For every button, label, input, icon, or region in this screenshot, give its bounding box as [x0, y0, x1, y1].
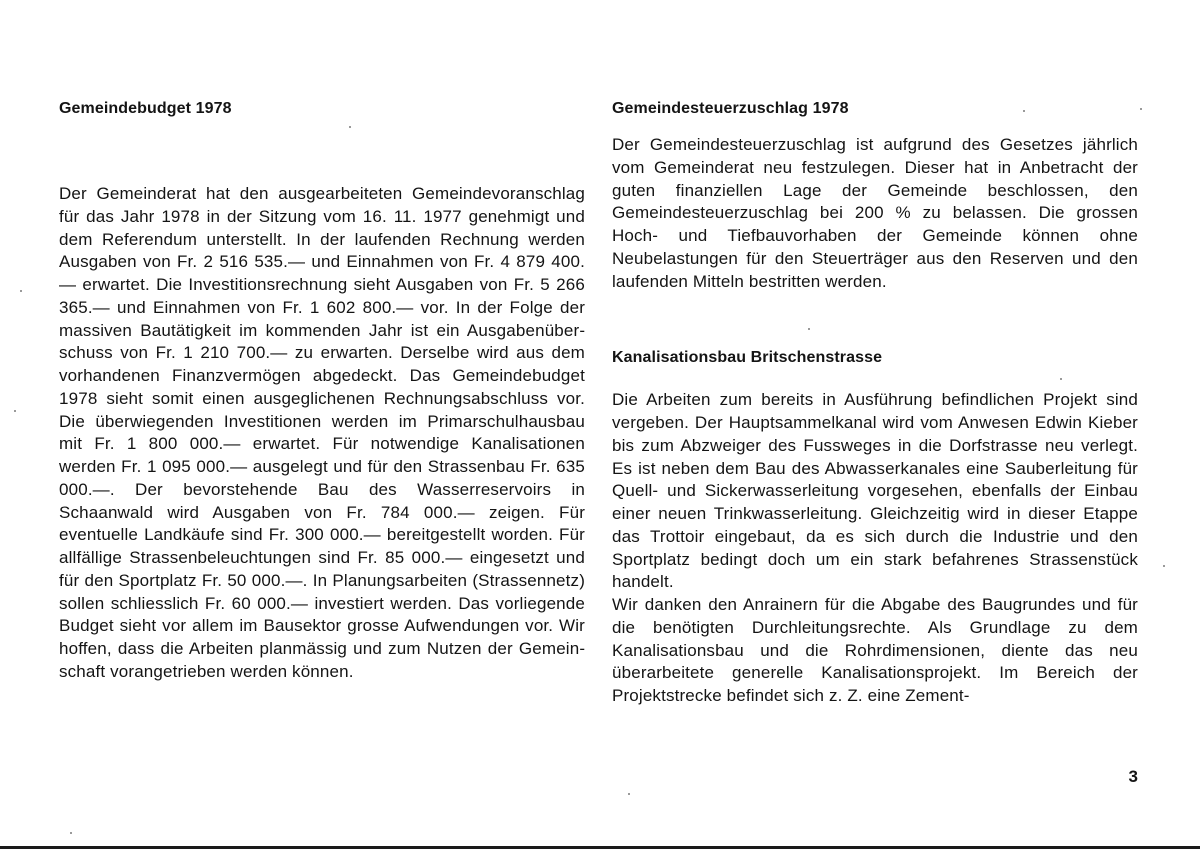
scan-speck	[20, 290, 22, 292]
heading-kanalisationsbau: Kanalisationsbau Britschenstrasse	[612, 349, 883, 367]
scan-speck	[628, 793, 630, 795]
bottom-edge-rule	[0, 846, 1200, 849]
heading-gemeindebudget: Gemeindebudget 1978	[59, 100, 232, 117]
page-number: 3	[1128, 767, 1138, 786]
left-column	[59, 98, 585, 684]
heading-gemeindesteuerzuschlag: Gemeindesteuerzuschlag 1978	[612, 100, 849, 117]
scan-speck	[1060, 378, 1062, 380]
scan-speck	[349, 126, 351, 128]
scan-speck	[808, 328, 810, 330]
scan-speck	[1023, 110, 1025, 112]
paragraph-kanalisationsbau: Die Arbeiten zum bereits in Ausführung befindlichen Projekt sind vergeben. Der Hauptsammelkanal wird vom Anwesen Edwin Kieber bis zum Abzweiger des Fussweges in die Dorfstrasse neu verlegt. Es ist neben dem Bau des Abwasserkanales eine Sauberleitung für Quell- und Sickerwasserleitung vorgesehen, ebenfalls der Einbau einer neuen Trinkwasserleitung. Gleichzeitig wird in dieser Etappe das Trottoir eingebaut, da es sich durch die Industrie und den Sportplatz bedingt doch um ein stark befahrenes Strassenstück handelt.	[612, 390, 1138, 592]
paragraph-gemeindesteuerzuschlag: Der Gemeindesteuerzuschlag ist aufgrund des Gesetzes jährlich vom Gemeinderat neu festzulegen. Dieser hat in Anbetracht der guten finanziellen Lage der Gemeinde beschlossen, den Gemeindesteuerzuschlag bei 200 % zu belassen. Die grossen Hoch- und Tiefbauvorhaben der Gemeinde können ohne Neubelastungen für den Steuerträger aus den Reserven und den laufenden Mitteln bestritten werden.	[612, 135, 1138, 291]
scan-speck	[1163, 565, 1165, 567]
scan-speck	[14, 410, 16, 412]
paragraph-gemeindebudget: Der Gemeinderat hat den ausgearbeiteten Gemeindevoranschlag für das Jahr 1978 in der Sitzung vom 16. 11. 1977 genehmigt und dem Referendum unterstellt. In der laufenden Rechnung werden Ausgaben von Fr. 2 516 535.— und Einnahmen von Fr. 4 879 400.— erwartet. Die Investitionsrechnung sieht Ausgaben von Fr. 5 266 365.— und Einnahmen von Fr. 1 602 800.— vor. In der Folge der massiven Bautätigkeit im kommenden Jahr ist ein Ausgabenüberschuss von Fr. 1 210 700.— zu erwarten. Derselbe wird aus dem vorhandenen Finanzvermögen abgedeckt. Das Gemeindebudget 1978 sieht somit einen ausgeglichenen Rechnungsabschluss vor. Die überwiegenden Investitionen werden im Primarschulhausbau mit Fr. 1 800 000.— erwartet. Für notwendige Kanalisationen werden Fr. 1 095 000.— ausgelegt und für den Strassenbau Fr. 635 000.—. Der bevorstehende Bau des Wasserreservoirs in Schaanwald wird Ausgaben von Fr. 784 000.— zeigen. Für eventuelle Landkäufe sind Fr. 300 000.— bereitgestellt worden. Für allfällige Strassenbeleuchtungen sind Fr. 85 000.— eingesetzt und für den Sportplatz Fr. 50 000.—. In Planungsarbeiten (Strassennetz) sollen schliesslich Fr. 60 000.— investiert werden. Das vorliegende Budget sieht vor allem im Bausektor grosse Aufwendungen vor. Wir hoffen, dass die Arbeiten planmässig und zum Nutzen der Gemeinschaft vorangetrieben werden können.	[59, 184, 585, 681]
scan-speck	[70, 832, 72, 834]
scan-speck	[1140, 108, 1142, 110]
paragraph-kanalisationsbau-continued: Wir danken den Anrainern für die Abgabe des Baugrundes und für die benötigten Durchleitungsrechte. Als Grundlage zu dem Kanalisationsbau und die Rohrdimensionen, diente das neu überarbeitete generelle Kanalisationsprojekt. Im Bereich der Projektstrecke befindet sich z. Z. eine Zement-	[612, 595, 1138, 705]
right-column	[612, 98, 1138, 708]
